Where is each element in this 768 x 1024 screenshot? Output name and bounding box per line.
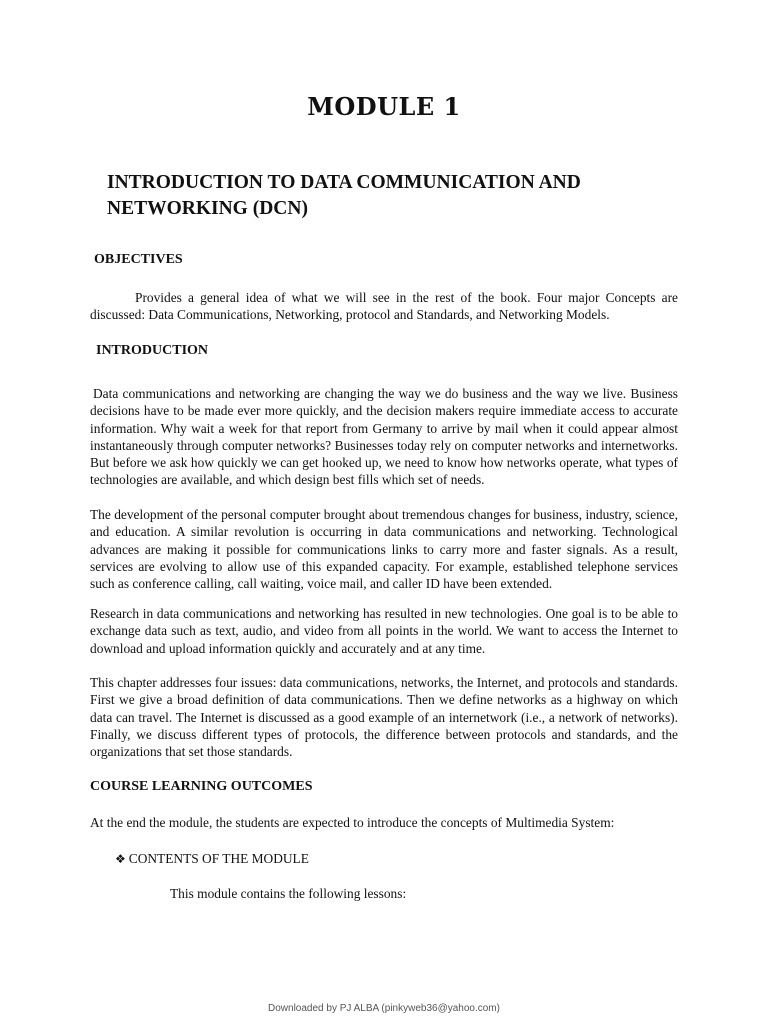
introduction-heading: INTRODUCTION <box>96 343 209 358</box>
objectives-paragraph: Provides a general idea of what we will see in the rest of the book. Four major Concepts are discussed: Data Communications, Networking, protocol and Standards, and Networking Models. <box>90 290 678 323</box>
objectives-heading: OBJECTIVES <box>94 252 183 267</box>
introduction-paragraph-1: Data communications and networking are changing the way we do business and the way we live. Business decisions have to be made ever more quickly, and the decision makers require immediate access to accurate information. Why wait a week for that report from Germany to arrive by mail when it could appear almost instantaneously through computer networks? Businesses today rely on computer networks and internetworks. But before we ask how quickly we can get hooked up, we need to know how networks operate, what types of technologies are available, and which design best fills which set of needs. <box>90 386 678 488</box>
introduction-paragraph-3: Research in data communications and networking has resulted in new technologies. One goal is to be able to exchange data such as text, audio, and video from all points in the world. We want to access the Internet to download and upload information quickly and accurately and at any time. <box>90 606 678 656</box>
introduction-paragraph-4: This chapter addresses four issues: data communications, networks, the Internet, and protocols and standards. First we give a broad definition of data communications. Then we define networks as a highway on which data can travel. The Internet is discussed as a good example of an internetwork (i.e., a network of networks). Finally, we discuss different types of protocols, the difference between protocols and standards, and the organizations that set those standards. <box>90 675 678 760</box>
contents-heading: CONTENTS OF THE MODULE <box>128 851 309 866</box>
contents-lessons-text: This module contains the following lessons: <box>170 886 407 901</box>
course-learning-outcomes-text: At the end the module, the students are expected to introduce the concepts of Multimedia System: <box>90 815 615 830</box>
download-footer: Downloaded by PJ ALBA (pinkyweb36@yahoo.com) <box>268 1003 500 1014</box>
chapter-title: INTRODUCTION TO DATA COMMUNICATION AND NETWORKING (DCN) <box>107 172 581 219</box>
introduction-paragraph-2: The development of the personal computer brought about tremendous changes for business, industry, science, and education. A similar revolution is occurring in data communications and networking. Technological advances are making it possible for communications links to carry more and faster signals. As a result, services are evolving to allow use of this expanded capacity. For example, established telephone services such as conference calling, call waiting, voice mail, and caller ID have been extended. <box>90 507 678 592</box>
course-learning-outcomes-heading: COURSE LEARNING OUTCOMES <box>90 779 313 794</box>
diamond-bullet-icon: ❖ <box>115 852 126 866</box>
contents-bullet-item <box>115 851 309 867</box>
module-title: MODULE 1 <box>307 92 461 121</box>
